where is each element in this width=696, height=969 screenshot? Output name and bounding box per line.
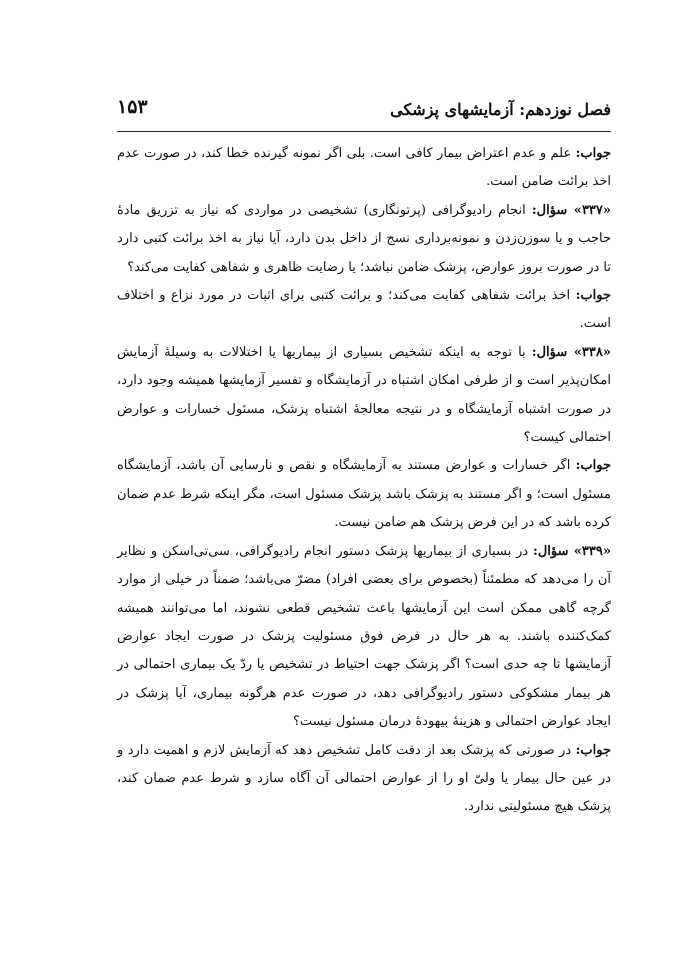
answer-label: جواب: [575, 146, 611, 161]
answer-paragraph [117, 282, 611, 339]
body-text [117, 140, 611, 822]
paragraph-text: انجام رادیوگرافی (پرتونگاری) تشخیصی در مواردی که نیاز به تزریق مادهٔ حاجب و یا سوزن‌زدن و نمونه‌برداری نسج از داخل بدن دارد، آیا نیاز به اخذ برائت کتبی دارد تا در صورت بروز عوارض، پزشک ضامن نباشد؛ یا رضایت ظاهری و شفاهی کفایت می‌کند؟ [117, 202, 611, 275]
paragraph-text: اگر خسارات و عوارض مستند به آزمایشگاه و نقص و نارسایی آن باشد، آزمایشگاه مسئول است؛ و اگر مستند به پزشک باشد پزشک مسئول است، مگر اینکه شرط عدم ضمان کرده باشد که در این فرض پزشک هم ضامن نیست. [117, 458, 611, 531]
answer-paragraph [117, 737, 611, 822]
answer-paragraph [117, 452, 611, 537]
answer-paragraph [117, 140, 611, 197]
paragraph-text: در بسیاری از بیماریها پزشک دستور انجام رادیوگرافی، سی‌تی‌اسکن و نظایر آن را می‌دهد که مطمئناً (بخصوص برای بعضی افراد) مضرّ می‌باشد؛ ضمناً در خیلی از موارد گرچه گاهی ممکن است این آزمایشها باعث تشخیص قطعی نشوند، اما می‌توانند همیشه کمک‌کننده باشند. به هر حال در فرض فوق مسئولیت پزشک در صورت ایجاد عوارض آزمایشها تا چه حدی است؟ اگر پزشک جهت احتیاط در تشخیص یا ردّ یک بیماری احتمالی در هر بیمار مشکوکی دستور رادیوگرافی دهد، در صورت عدم هرگونه بیماری، آیا پزشک در ایجاد عوارض احتمالی و هزینهٔ بیهودهٔ درمان مسئول نیست؟ [117, 543, 611, 730]
answer-label: جواب: [575, 742, 611, 758]
answer-label: جواب: [575, 288, 611, 304]
answer-label: جواب: [575, 458, 611, 474]
paragraph-text: اخذ برائت شفاهی کفایت می‌کند؛ و برائت کتبی برای اثبات در مورد نزاع و اختلاف است. [117, 288, 611, 332]
question-paragraph-338 [117, 339, 611, 453]
page-number: ۱۵۳ [117, 96, 148, 118]
question-paragraph-339 [117, 538, 611, 737]
paragraph-text: علم و عدم اعتراض بیمار کافی است. بلی اگر نمونه گیرنده خطا کند، در صورت عدم اخذ برائت ضامن است. [117, 146, 611, 190]
chapter-title: فصل نوزدهم: آزمایشهای پزشکی [390, 100, 611, 119]
page-header [117, 96, 611, 132]
question-label: «۳۳۸» سؤال: [531, 344, 611, 360]
question-paragraph-337 [117, 197, 611, 282]
header-rule [117, 131, 611, 132]
question-label: «۳۳۹» سؤال: [533, 543, 611, 559]
paragraph-text: با توجه به اینکه تشخیص بسیاری از بیماریها یا اختلالات به وسیلهٔ آزمایش امکان‌پذیر است و از طرفی امکان اشتباه در آزمایشگاه و تفسیر آزمایشها همیشه وجود دارد، در صورت اشتباه آزمایشگاه و در نتیجه معالجهٔ اشتباه پزشک، مسئول خسارات و عوارض احتمالی کیست؟ [117, 344, 611, 446]
paragraph-text: در صورتی که پزشک بعد از دقت کامل تشخیص دهد که آزمایش لازم و اهمیت دارد و در عین حال بیمار یا ولیّ او را از عوارض احتمالی آن آگاه سازد و شرط عدم ضمان کند، پزشک هیچ مسئولیتی ندارد. [117, 742, 611, 815]
question-label: «۳۳۷» سؤال: [531, 202, 612, 218]
